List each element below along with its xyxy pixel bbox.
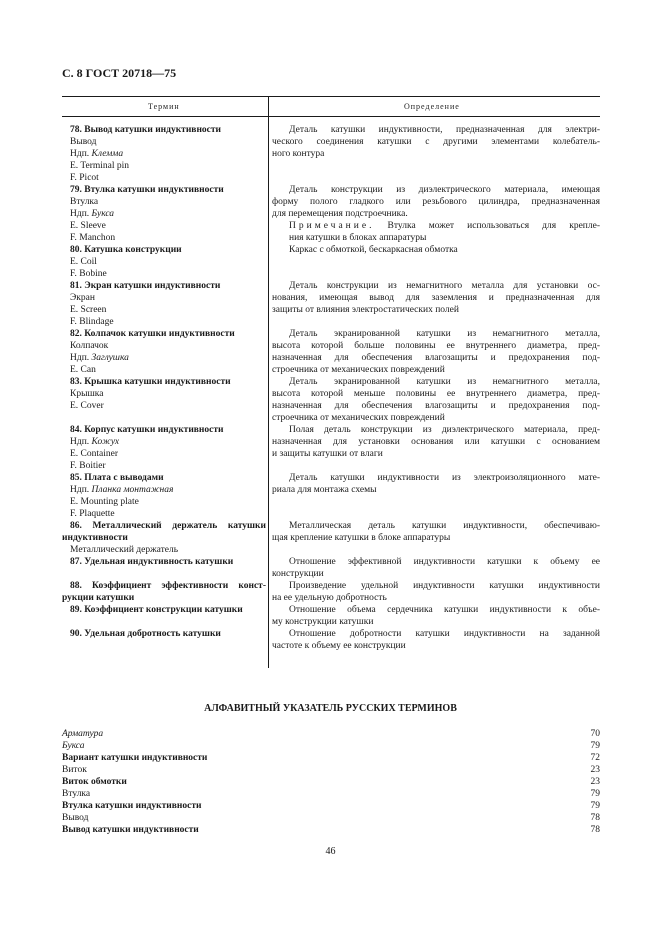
term-78: 78. Вывод катушки индуктивности [70, 125, 222, 135]
definition-87: Отношение эффективной индуктивности катушки к объему ее конструкции [272, 557, 600, 579]
page-header: С. 8 ГОСТ 20718—75 [62, 66, 177, 80]
term-84-en: E. Container [70, 449, 119, 459]
definition-78: Деталь катушки индуктивности, предназначенная для электри- ческого соединения катушки с другими элементами колебатель- ного контура [272, 125, 600, 159]
definition-90: Отношение добротности катушки индуктивности на заданной частоте к объему ее конструкции [272, 629, 600, 651]
term-81-short: Экран [70, 293, 95, 303]
term-81-en: E. Screen [70, 305, 107, 315]
term-79-deprecated: Ндп. Букса [70, 209, 115, 219]
term-84: 84. Корпус катушки индуктивности [70, 425, 224, 435]
term-84-fr: F. Boitier [70, 461, 106, 471]
term-83: 83. Крышка катушки индуктивности [70, 377, 231, 387]
term-78-deprecated: Ндп. Клемма [70, 149, 124, 159]
table-top-rule [62, 96, 600, 97]
term-82-deprecated: Ндп. Заглушка [70, 353, 129, 363]
term-84-deprecated: Ндп. Кожух [70, 437, 120, 447]
definition-86: Металлическая деталь катушки индуктивности, обеспечиваю- щая крепление катушки в блоке аппаратуры [272, 521, 600, 543]
column-header-definitions: Определение [404, 102, 460, 111]
term-82: 82. Колпачок катушки индуктивности [70, 329, 235, 339]
definition-84: Полая деталь конструкции из диэлектрического материала, пред- назначенная для установки основания или катушки с основанием и защиты катушки от влаги [272, 425, 600, 459]
definition-81: Деталь конструкции из немагнитного металла для установки ос- нования, имеющая вывод для заземления и предназначенная для защиты от влияния электростатических полей [272, 281, 600, 315]
term-83-en: E. Cover [70, 401, 104, 411]
term-88-line2: рукции катушки [62, 593, 135, 603]
term-86-short: Металлический держатель [70, 545, 179, 555]
term-82-short: Колпачок [70, 341, 109, 351]
term-79-fr: F. Manchon [70, 233, 116, 243]
index-entry: Арматура 70 [62, 729, 600, 739]
term-85-deprecated: Ндп. Планка монтажная [70, 485, 174, 495]
term-85: 85. Плата с выводами [70, 473, 164, 483]
term-83-short: Крышка [70, 389, 104, 399]
term-86-line2: индуктивности [62, 533, 128, 543]
index-entry: Вывод катушки индуктивности 78 [62, 825, 600, 835]
term-78-en: E. Terminal pin [70, 161, 130, 171]
term-78-fr: F. Picot [70, 173, 99, 183]
definition-80: Каркас с обмоткой, бескаркасная обмотка [289, 245, 458, 255]
term-85-fr: F. Plaquette [70, 509, 115, 519]
term-89: 89. Коэффициент конструкции катушки [70, 605, 243, 615]
index-entry: Втулка 79 [62, 789, 600, 799]
definition-89: Отношение объема сердечника катушки индуктивности к объе- му конструкции катушки [272, 605, 600, 627]
definition-79-note: Примечание. Втулка может использоваться для крепле- ния катушки в блоках аппаратуры [289, 221, 601, 243]
page-number: 46 [325, 846, 336, 857]
term-85-en: E. Mounting plate [70, 497, 139, 507]
index-entry: Вариант катушки индуктивности 72 [62, 753, 600, 763]
definition-79: Деталь конструкции из диэлектрического материала, имеющая форму полого гладкого или резьбового цилиндра, предназначенная для перемещения подстроечника. [272, 185, 600, 219]
index-entry: Виток обмотки 23 [62, 777, 600, 787]
column-divider [268, 96, 269, 668]
term-80-en: E. Coil [70, 257, 97, 267]
index-entry: Виток 23 [62, 765, 600, 775]
definition-85: Деталь катушки индуктивности из электроизоляционного мате- риала для монтажа схемы [272, 473, 600, 495]
index-entry: Втулка катушки индуктивности 79 [62, 801, 600, 811]
term-79: 79. Втулка катушки индуктивности [70, 185, 224, 195]
term-80: 80. Катушка конструкции [70, 245, 182, 255]
term-81-fr: F. Blindage [70, 317, 114, 327]
definition-88: Произведение удельной индуктивности катушки индуктивности на ее удельную добротность [272, 581, 600, 603]
table-header-rule [62, 116, 600, 117]
note-label: Примечание. [289, 221, 375, 231]
index-entry: Вывод 78 [62, 813, 600, 823]
term-88-line1: 88. Коэффициент эффективности конст- [70, 581, 266, 591]
definition-82: Деталь экранированной катушки из немагнитного металла, высота которой больше половины ее внутреннего диаметра, пред- назначенная для обеспечения влагозащиты и предохранения под- строечника от механических повреждений [272, 329, 600, 375]
term-79-short: Втулка [70, 197, 99, 207]
index-title: АЛФАВИТНЫЙ УКАЗАТЕЛЬ РУССКИХ ТЕРМИНОВ [204, 703, 457, 714]
term-81: 81. Экран катушки индуктивности [70, 281, 221, 291]
term-82-en: E. Can [70, 365, 96, 375]
term-86-line1: 86. Металлический держатель катушки [70, 521, 266, 531]
column-header-terms: Термин [148, 102, 180, 111]
term-80-fr: F. Bobine [70, 269, 107, 279]
term-90: 90. Удельная добротность катушки [70, 629, 221, 639]
definition-83: Деталь экранированной катушки из немагнитного металла, высота которой меньше половины ее внутреннего диаметра, пред- назначенная для обеспечения влагозащиты и предохранения под- строечника от механических повреждений [272, 377, 600, 423]
term-87: 87. Удельная индуктивность катушки [70, 557, 234, 567]
term-78-short: Вывод [70, 137, 97, 147]
term-79-en: E. Sleeve [70, 221, 106, 231]
index-entry: Букса 79 [62, 741, 600, 751]
